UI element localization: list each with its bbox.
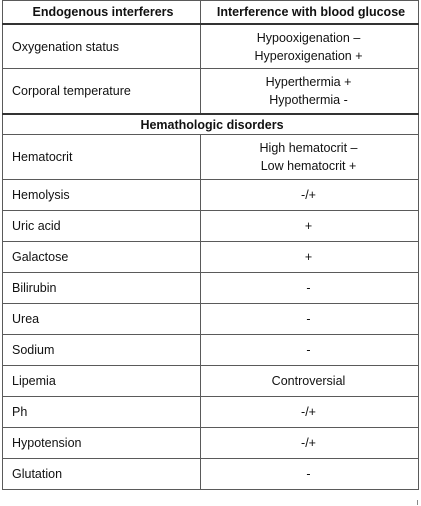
row-effect: Controversial <box>201 366 419 397</box>
effect-line: Hyperoxigenation + <box>254 48 363 63</box>
effect-line: Hypothermia - <box>269 93 348 107</box>
table-row <box>3 242 419 273</box>
row-label: Lipemia <box>3 366 201 397</box>
row-effect <box>201 24 419 69</box>
row-label: Hypotension <box>3 428 201 459</box>
table-row <box>3 335 419 366</box>
row-effect: + <box>201 211 419 242</box>
row-effect <box>201 69 419 115</box>
table-row <box>3 366 419 397</box>
row-label: Uric acid <box>3 211 201 242</box>
section-row <box>3 114 419 135</box>
effect-line: Hypooxigenation – <box>256 30 361 45</box>
row-label: Bilirubin <box>3 273 201 304</box>
row-effect: - <box>201 304 419 335</box>
table-row <box>3 69 419 115</box>
row-effect: -/+ <box>201 428 419 459</box>
row-effect: -/+ <box>201 180 419 211</box>
row-effect: - <box>201 459 419 490</box>
table-row <box>3 459 419 490</box>
effect-line: Hyperthermia + <box>265 75 352 89</box>
row-label: Corporal temperature <box>3 69 201 115</box>
row-effect: - <box>201 273 419 304</box>
header-interferers: Endogenous interferers <box>3 1 201 25</box>
table-row <box>3 273 419 304</box>
table-row <box>3 428 419 459</box>
effect-line: High hematocrit – <box>259 141 358 155</box>
row-label: Oxygenation status <box>3 24 201 69</box>
header-interference: Interference with blood glucose <box>201 1 419 25</box>
row-effect: -/+ <box>201 397 419 428</box>
interferers-table <box>2 0 419 490</box>
header-row <box>3 1 419 25</box>
table-row <box>3 397 419 428</box>
table-row <box>3 180 419 211</box>
row-effect: + <box>201 242 419 273</box>
row-label: Hematocrit <box>3 135 201 180</box>
row-label: Urea <box>3 304 201 335</box>
table-row <box>3 24 419 69</box>
effect-line: Low hematocrit + <box>260 159 357 173</box>
table-row <box>3 211 419 242</box>
table-row <box>3 304 419 335</box>
row-label: Glutation <box>3 459 201 490</box>
row-label: Hemolysis <box>3 180 201 211</box>
row-effect: - <box>201 335 419 366</box>
table-row <box>3 135 419 180</box>
row-label: Galactose <box>3 242 201 273</box>
row-label: Ph <box>3 397 201 428</box>
section-title: Hemathologic disorders <box>3 114 419 135</box>
row-label: Sodium <box>3 335 201 366</box>
row-effect <box>201 135 419 180</box>
edge-tick-mark <box>417 500 418 505</box>
